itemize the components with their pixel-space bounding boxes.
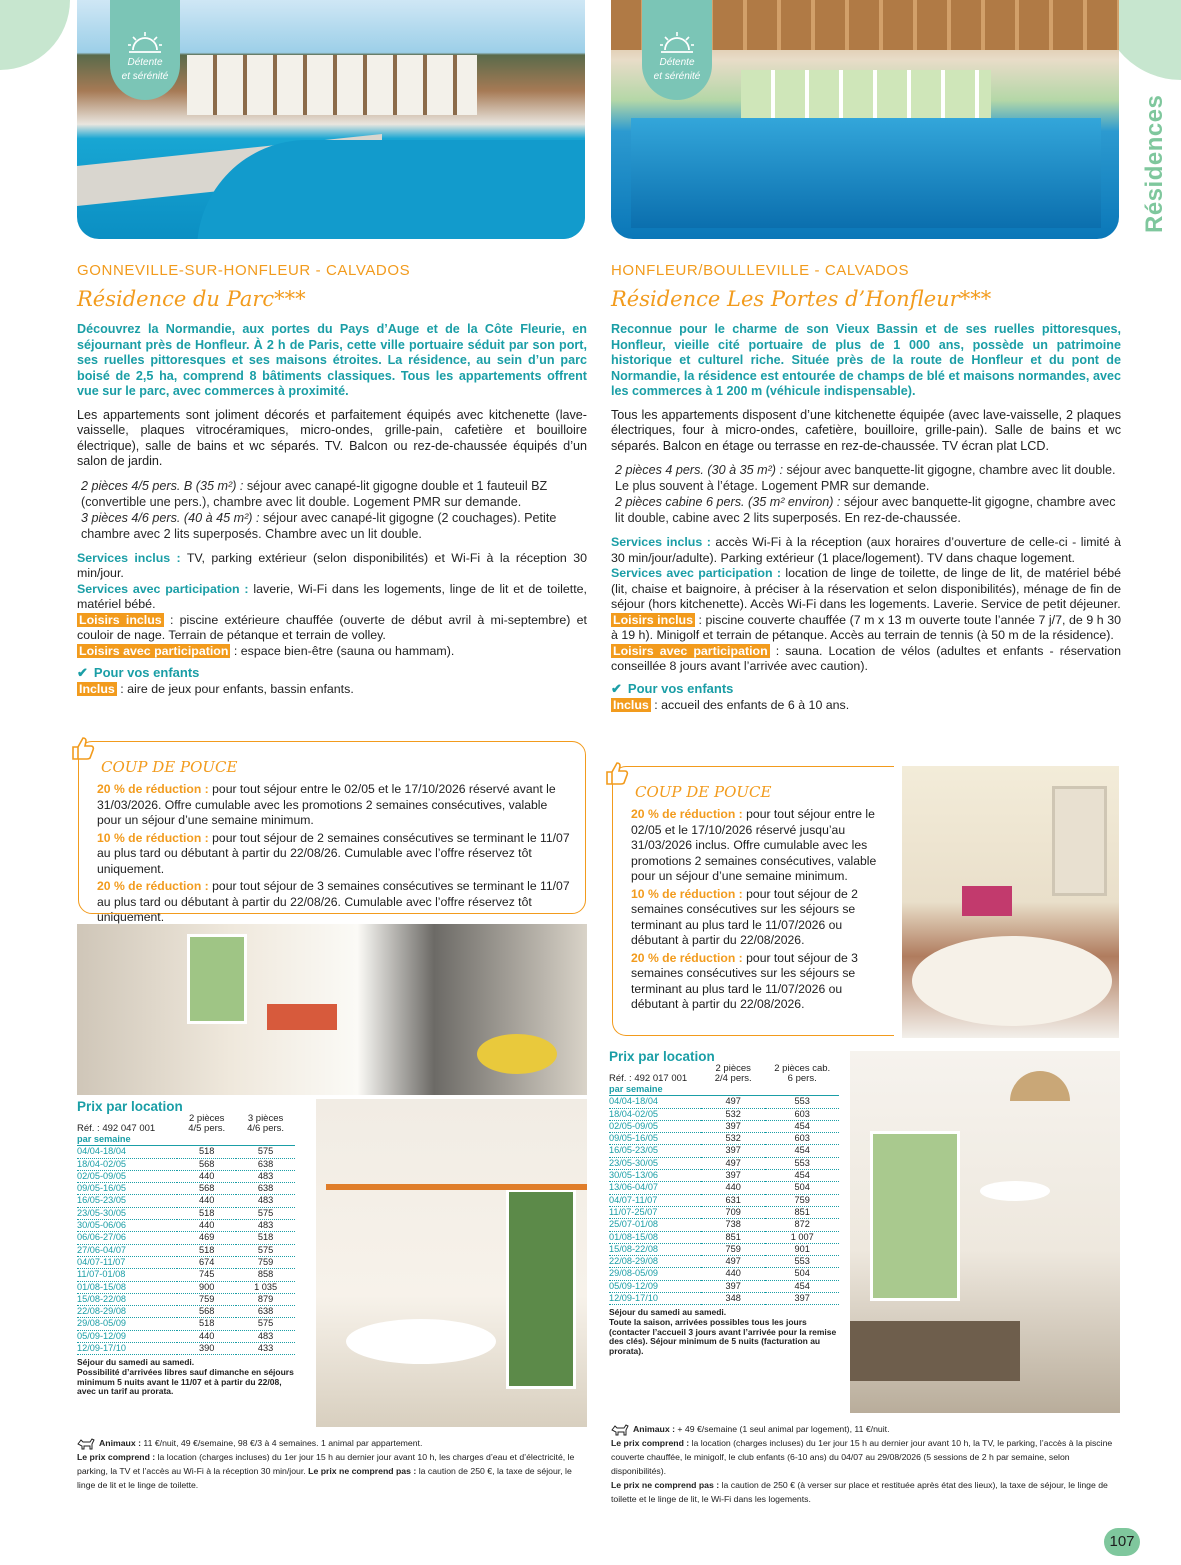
period-cell: 30/05-13/06: [609, 1170, 701, 1182]
price-row: [609, 1231, 839, 1243]
price-row: [77, 1269, 295, 1281]
dog-icon: [77, 1438, 95, 1450]
apartment-kitchen-photo: [77, 924, 587, 1095]
promo-box: [78, 741, 586, 924]
price-cell: 1 007: [765, 1231, 839, 1243]
period-cell: 02/05-09/05: [77, 1170, 177, 1182]
residence-du-parc-section: [77, 262, 587, 698]
badge-line2: et sérénité: [653, 71, 701, 82]
price-cell: 851: [701, 1231, 765, 1243]
price-row: [609, 1170, 839, 1182]
price-cell: 397: [701, 1170, 765, 1182]
price-row: [609, 1206, 839, 1218]
reference: Réf. : 492 017 001: [609, 1073, 688, 1084]
period-cell: 02/05-09/05: [609, 1120, 701, 1132]
period-cell: 12/09-17/10: [609, 1293, 701, 1305]
period-cell: 05/09-12/09: [77, 1330, 177, 1342]
price-cell: 603: [765, 1108, 839, 1120]
windows: [741, 70, 991, 120]
price-row: [77, 1293, 295, 1305]
pool-water: [631, 118, 1101, 228]
period-cell: 04/07-11/07: [609, 1194, 701, 1206]
period-cell: 30/05-06/06: [77, 1220, 177, 1232]
price-row: [77, 1256, 295, 1268]
price-includes: Le prix comprend : la location (charges incluses) du 1er jour 15 h au dernier jour avant 10 h, la TV, le parking, l’accès à la piscine couverte chauffée, le minigolf, le club enfants (6-10 ans) du 04/07 au 29/08/2026 (5 sessions de 2 h par semaine, selon disponibilités).: [611, 1438, 1113, 1476]
sofa: [850, 1321, 1020, 1381]
promo-item: 20 % de réduction : pour tout séjour entre le 02/05 et le 17/10/2026 réservé avant le 31/03/2026. Offre cumulable avec les promotions 2 semaines consécutives, valable pour un séjour d’une semaine minimum.: [97, 782, 556, 827]
wall-stripe: [326, 1184, 587, 1190]
price-cell: 603: [765, 1133, 839, 1145]
pool-water: [197, 140, 585, 239]
price-row: [77, 1281, 295, 1293]
period-cell: 16/05-23/05: [609, 1145, 701, 1157]
period-cell: 05/09-12/09: [609, 1280, 701, 1292]
corner-decoration: [0, 0, 70, 70]
price-cell: 674: [177, 1256, 236, 1268]
price-row: [77, 1158, 295, 1170]
description-paragraph: Tous les appartements disposent d’une kitchenette équipée (avec lave-vaisselle, 2 plaques électriques, four à micro-ondes, cafetière, bouilloire, grille-pain). Salle de bains et wc séparés. Balcon en étage ou terrasse en rez-de-chaussée. TV écran plat LCD.: [611, 407, 1121, 453]
price-note: Toute la saison, arrivées possibles tous les jours (contacter l’accueil 3 jours avant l’arrivée pour la remise des clés). Séjour minimum de 5 nuits (facturation au prorata).: [609, 1316, 837, 1356]
price-cell: 433: [236, 1343, 295, 1355]
price-cell: 483: [236, 1195, 295, 1207]
price-cell: 440: [177, 1220, 236, 1232]
price-cell: 518: [177, 1207, 236, 1219]
price-cell: 900: [177, 1281, 236, 1293]
price-cell: 879: [236, 1293, 295, 1305]
promo-item: 10 % de réduction : pour tout séjour de 2 semaines consécutives se terminant le 11/07 au plus tard ou débutant à partir du 22/08/26. Cumulable avec l’offre réservez tôt uniquement.: [97, 830, 570, 876]
dining-table: [346, 1319, 496, 1364]
price-cell: 709: [701, 1206, 765, 1218]
price-cell: 504: [765, 1268, 839, 1280]
price-cell: 440: [177, 1330, 236, 1342]
intro-paragraph: Découvrez la Normandie, aux portes du Pays d’Auge et de la Côte Fleurie, en séjournant près de Honfleur. À 2 h de Paris, cette ville portuaire séduit par son port, ses ruelles pittoresques et ses maisons étroites. La résidence, au sein d’un parc boisé de 2,5 ha, comprend 8 bâtiments classiques. Tous les appartements offrent vue sur le parc, avec commerces à proximité.: [77, 322, 587, 398]
price-includes: Le prix comprend : la location (charges incluses) du 1er jour 15 h au dernier jour avant 10 h, les charges d’eau et d’électricité, le parking, la TV et l’accès au Wi-Fi à la réception 30 min/jour. Le prix ne comprend pas : la caution de 250 €, la taxe de séjour, le linge de lit et le linge de toilette.: [77, 1452, 575, 1490]
page-number: 107: [1104, 1528, 1140, 1556]
price-row: [609, 1219, 839, 1231]
price-note: Séjour du samedi au samedi.: [77, 1357, 195, 1368]
price-cell: 440: [177, 1195, 236, 1207]
price-cell: 851: [765, 1206, 839, 1218]
price-row: [609, 1157, 839, 1169]
price-cell: 759: [177, 1293, 236, 1305]
price-row: [77, 1146, 295, 1158]
badge-line1: Détente: [127, 57, 163, 68]
period-cell: 22/08-29/08: [77, 1306, 177, 1318]
price-cell: 518: [177, 1146, 236, 1158]
column-header: 2 pièces cab. 6 pers.: [774, 1063, 831, 1084]
price-cell: 454: [765, 1120, 839, 1132]
leisure-included: Loisirs inclus : piscine couverte chauffée (7 m x 13 m ouverte toute l’année 7 j/7, de 9 h 30 à 19 h). Minigolf et terrain de pétanque. Accès au terrain de tennis (à 50 m de la résidence).: [611, 612, 1121, 642]
period-cell: 13/06-04/07: [609, 1182, 701, 1194]
price-cell: 568: [177, 1183, 236, 1195]
ceiling-lamp: [1010, 1071, 1070, 1101]
leisure-paid: Loisirs avec participation : sauna. Location de vélos (adultes et enfants - réservation conseillée 8 jours avant l’arrivée avec caution).: [611, 643, 1121, 673]
price-row: [609, 1194, 839, 1206]
services-paid: Services avec participation : location de linge de toilette, de linge de lit, de matériel bébé (lit, chaise et baignoire, à préciser à la réservation et selon disponibilités), ménage de fin de séjour (hors kitchenette). Accès Wi-Fi dans les logements. Laverie. Service de petit déjeuner.: [611, 566, 1121, 611]
price-row: [77, 1220, 295, 1232]
period-cell: 11/07-01/08: [77, 1269, 177, 1281]
price-title: Prix par location: [77, 1099, 183, 1114]
price-row: [77, 1207, 295, 1219]
price-cell: 738: [701, 1219, 765, 1231]
price-row: [609, 1096, 839, 1108]
price-cell: 497: [701, 1096, 765, 1108]
price-table-portes-honfleur: [609, 1050, 839, 1356]
leisure-included: Loisirs inclus : piscine extérieure chauffée (ouverte de début avril à mi-septembre) et couloir de nage. Terrain de pétanque et terrain de volley.: [77, 612, 587, 642]
location-heading: HONFLEUR/BOULLEVILLE - CALVADOS: [611, 262, 910, 279]
price-cell: 454: [765, 1170, 839, 1182]
price-row: [609, 1120, 839, 1132]
price-cell: 483: [236, 1220, 295, 1232]
check-icon: ✔: [77, 665, 88, 680]
period-cell: 01/08-15/08: [77, 1281, 177, 1293]
period-cell: 06/06-27/06: [77, 1232, 177, 1244]
price-cell: 518: [177, 1244, 236, 1256]
animals-line: Animaux : + 49 €/semaine (1 seul animal par logement), 11 €/nuit.: [611, 1422, 1121, 1436]
price-note: Séjour du samedi au samedi.: [609, 1307, 727, 1318]
building-facade: [187, 55, 477, 115]
price-cell: 872: [765, 1219, 839, 1231]
price-title: Prix par location: [609, 1049, 715, 1064]
price-row: [609, 1256, 839, 1268]
badge-line1: Détente: [659, 57, 695, 68]
period-cell: 22/08-29/08: [609, 1256, 701, 1268]
period-cell: 15/08-22/08: [609, 1243, 701, 1255]
price-row: [77, 1306, 295, 1318]
period-cell: 29/08-05/09: [77, 1318, 177, 1330]
price-cell: 553: [765, 1157, 839, 1169]
balcony-door: [506, 1189, 576, 1389]
services-block: [77, 551, 587, 660]
price-row: [609, 1268, 839, 1280]
price-cell: 575: [236, 1146, 295, 1158]
price-row: [609, 1243, 839, 1255]
price-cell: 440: [701, 1182, 765, 1194]
promo-item: 10 % de réduction : pour tout séjour de 2 semaines consécutives sur les séjours se terminant au plus tard le 11/07/2026 ou débutant à partir du 22/08/2026.: [631, 886, 858, 947]
description-paragraph: Les appartements sont joliment décorés et parfaitement équipés avec kitchenette (lave-vaisselle, plaques vitrocéramiques, micro-ondes, grille-pain, cafetière et bouilloire électrique), salle de bains et wc séparés. TV. Balcon ou rez-de-chaussée équipés d’un salon de jardin.: [77, 407, 587, 468]
thumbs-up-icon: [601, 759, 629, 787]
price-cell: 745: [177, 1269, 236, 1281]
kids-info: Inclus : accueil des enfants de 6 à 10 ans.: [613, 697, 850, 712]
period-cell: 11/07-25/07: [609, 1206, 701, 1218]
section-tab: [1137, 88, 1181, 238]
dining-table: [980, 1181, 1050, 1201]
window: [187, 934, 247, 1024]
period-cell: 01/08-15/08: [609, 1231, 701, 1243]
price-table-residence-du-parc: [77, 1100, 295, 1397]
period-cell: 23/05-30/05: [609, 1157, 701, 1169]
period-cell: 04/04-18/04: [609, 1096, 701, 1108]
period-cell: 12/09-17/10: [77, 1343, 177, 1355]
period-cell: 29/08-05/09: [609, 1268, 701, 1280]
price-cell: 440: [177, 1170, 236, 1182]
room-types: [77, 478, 587, 542]
price-cell: 1 035: [236, 1281, 295, 1293]
period-cell: 09/05-16/05: [77, 1183, 177, 1195]
price-cell: 397: [701, 1280, 765, 1292]
services-included: Services inclus : TV, parking extérieur (selon disponibilités) et Wi-Fi à la réception 30 min/jour.: [77, 550, 587, 580]
kids-heading: ✔ Pour vos enfants: [77, 665, 200, 680]
promo-item: 20 % de réduction : pour tout séjour entre le 02/05 et le 17/10/2026 réservé jusqu’au 31/03/2026 inclus. Offre cumulable avec les promotions 2 semaines consécutives, valable pour un séjour d’une semaine minimum.: [631, 807, 877, 883]
column-header: 3 pièces 4/6 pers.: [247, 1113, 285, 1134]
price-table: [77, 1114, 295, 1355]
relax-badge: [110, 0, 180, 100]
price-cell: 504: [765, 1182, 839, 1194]
residence-portes-honfleur-section: [611, 262, 1121, 713]
period-cell: 27/06-04/07: [77, 1244, 177, 1256]
price-cell: 348: [701, 1293, 765, 1305]
price-cell: 390: [177, 1343, 236, 1355]
room-type: 2 pièces 4/5 pers. B (35 m²) : séjour avec canapé-lit gigogne double et 1 fauteuil BZ (convertible une pers.), chambre avec lit double. Logement PMR sur demande.: [81, 478, 548, 509]
cushion: [962, 886, 1012, 916]
price-cell: 638: [236, 1158, 295, 1170]
period-cell: 09/05-16/05: [609, 1133, 701, 1145]
check-icon: ✔: [611, 680, 622, 696]
price-row: [77, 1244, 295, 1256]
price-row: [609, 1293, 839, 1305]
sunrise-icon: [659, 32, 695, 54]
price-row: [77, 1232, 295, 1244]
pricing-conditions: [611, 1422, 1121, 1506]
period-cell: 18/04-02/05: [609, 1108, 701, 1120]
relax-badge: [642, 0, 712, 100]
promo-box: [612, 766, 894, 1036]
price-cell: 397: [701, 1145, 765, 1157]
promo-body: [631, 807, 882, 1015]
price-row: [77, 1343, 295, 1355]
price-cell: 518: [177, 1318, 236, 1330]
promo-item: 20 % de réduction : pour tout séjour de 3 semaines consécutives sur les séjours se terminant au plus tard le 11/07/2026 ou débutant à partir du 22/08/2026.: [631, 950, 858, 1011]
price-cell: 440: [701, 1268, 765, 1280]
price-cell: 454: [765, 1145, 839, 1157]
price-row: [77, 1183, 295, 1195]
period-cell: 04/04-18/04: [77, 1146, 177, 1158]
column-header: 2 pièces 2/4 pers.: [714, 1063, 752, 1084]
price-cell: 518: [236, 1232, 295, 1244]
intro-paragraph: Reconnue pour le charme de son Vieux Bassin et de ses ruelles pittoresques, Honfleur, vieille cité portuaire de plus de 1 000 ans, possède un patrimoine historique et culturel riche. Située près de la route de Honfleur et du pont de Normandie, la résidence est entourée de champs de blé et maisons normandes, avec les commerces à 1 200 m (véhicule indispensable).: [611, 322, 1121, 398]
price-cell: 497: [701, 1157, 765, 1169]
period-cell: 16/05-23/05: [77, 1195, 177, 1207]
animals-line: Animaux : 11 €/nuit, 49 €/semaine, 98 €/3 à 4 semaines. 1 animal par appartement.: [77, 1436, 587, 1450]
residence-title: Résidence Les Portes d’Honfleur***: [611, 287, 992, 311]
living-room-photo: [850, 1051, 1120, 1413]
services-paid: Services avec participation : laverie, Wi-Fi dans les logements, linge de lit et de toilette, matériel bébé.: [77, 581, 587, 611]
price-cell: 575: [236, 1244, 295, 1256]
price-cell: 483: [236, 1170, 295, 1182]
price-row: [609, 1182, 839, 1194]
per-week-label: par semaine: [609, 1084, 839, 1096]
sunrise-icon: [127, 32, 163, 54]
price-cell: 469: [177, 1232, 236, 1244]
price-row: [77, 1330, 295, 1342]
period-cell: 25/07-01/08: [609, 1219, 701, 1231]
price-cell: 532: [701, 1133, 765, 1145]
fruit-bowl: [477, 1034, 557, 1074]
price-cell: 568: [177, 1306, 236, 1318]
dog-icon: [611, 1424, 629, 1436]
price-row: [609, 1108, 839, 1120]
price-cell: 397: [701, 1120, 765, 1132]
price-cell: 553: [765, 1096, 839, 1108]
services-block: [611, 535, 1121, 675]
residence-title: Résidence du Parc***: [77, 287, 306, 311]
promo-title: COUP DE POUCE: [635, 783, 772, 801]
price-cell: 575: [236, 1318, 295, 1330]
price-cell: 483: [236, 1330, 295, 1342]
price-note: Possibilité d’arrivées libres sauf dimanche en séjours minimum 5 nuits avant le 11/07 et à partir du 22/08, avec un tarif au prorata.: [77, 1366, 294, 1397]
price-cell: 454: [765, 1280, 839, 1292]
price-row: [77, 1318, 295, 1330]
price-cell: 568: [177, 1158, 236, 1170]
per-week-label: par semaine: [77, 1134, 295, 1146]
section-tab-label: Résidences: [1141, 94, 1168, 233]
price-cell: 858: [236, 1269, 295, 1281]
price-cell: 631: [701, 1194, 765, 1206]
price-cell: 759: [765, 1194, 839, 1206]
price-cell: 638: [236, 1306, 295, 1318]
column-header: 2 pièces 4/5 pers.: [188, 1113, 226, 1134]
breakfast-table: [912, 936, 1112, 1026]
price-row: [609, 1145, 839, 1157]
price-cell: 497: [701, 1256, 765, 1268]
period-cell: 18/04-02/05: [77, 1158, 177, 1170]
price-excludes: Le prix ne comprend pas : la caution de 250 € (à verser sur place et restituée après état des lieux), la taxe de séjour, le linge de toilette et le linge de lit, le Wi-Fi dans les logements.: [611, 1480, 1108, 1504]
price-cell: 397: [765, 1293, 839, 1305]
reference: Réf. : 492 047 001: [77, 1123, 156, 1134]
price-cell: 575: [236, 1207, 295, 1219]
room-type: 2 pièces cabine 6 pers. (35 m² environ) : séjour avec banquette-lit gigogne, chambre avec lit double, cabine avec 2 lits superposés. En rez-de-chaussée.: [615, 495, 1116, 525]
badge-line2: et sérénité: [121, 71, 169, 82]
price-row: [609, 1133, 839, 1145]
services-included: Services inclus : accès Wi-Fi à la réception (aux horaires d’ouverture de celle-ci - limité à 30 min/jour/adulte). Parking extérieur (1 place/logement). TV dans chaque logement.: [611, 535, 1121, 565]
room-type: 2 pièces 4 pers. (30 à 35 m²) : séjour avec banquette-lit gigogne, chambre avec lit double. Le plus souvent à l’étage. Logement PMR sur demande.: [615, 463, 1116, 493]
price-row: [77, 1170, 295, 1182]
period-cell: 23/05-30/05: [77, 1207, 177, 1219]
price-cell: 759: [701, 1243, 765, 1255]
price-row: [609, 1280, 839, 1292]
price-cell: 759: [236, 1256, 295, 1268]
thumbs-up-icon: [67, 734, 95, 762]
room-type: 3 pièces 4/6 pers. (40 à 45 m²) : séjour avec canapé-lit gigogne (2 couchages). Petite chambre avec 2 lits superposés. Chambre avec un lit double.: [81, 510, 557, 541]
period-cell: 04/07-11/07: [77, 1256, 177, 1268]
promo-body: [97, 782, 573, 928]
breakfast-table-photo: [902, 766, 1119, 1038]
kids-info: Inclus : aire de jeux pour enfants, bassin enfants.: [79, 682, 354, 696]
location-heading: GONNEVILLE-SUR-HONFLEUR - CALVADOS: [77, 262, 411, 279]
dining-room-photo: [316, 1099, 587, 1427]
window: [870, 1131, 960, 1301]
price-cell: 901: [765, 1243, 839, 1255]
promo-title: COUP DE POUCE: [101, 758, 238, 776]
leisure-paid: Loisirs avec participation : espace bien-être (sauna ou hammam).: [79, 643, 455, 658]
price-table: [609, 1064, 839, 1305]
pricing-conditions: [77, 1436, 587, 1492]
room-types: [611, 462, 1121, 526]
kids-heading: ✔ Pour vos enfants: [611, 680, 734, 696]
price-row: [77, 1195, 295, 1207]
price-cell: 532: [701, 1108, 765, 1120]
promo-item: 20 % de réduction : pour tout séjour de 3 semaines consécutives se terminant le 11/07 au plus tard ou débutant à partir du 22/08/26. Cumulable avec l’offre réservez tôt uniquement.: [97, 879, 570, 924]
period-cell: 15/08-22/08: [77, 1293, 177, 1305]
door: [1052, 786, 1107, 896]
price-cell: 553: [765, 1256, 839, 1268]
price-cell: 638: [236, 1183, 295, 1195]
sofa: [267, 1004, 337, 1030]
